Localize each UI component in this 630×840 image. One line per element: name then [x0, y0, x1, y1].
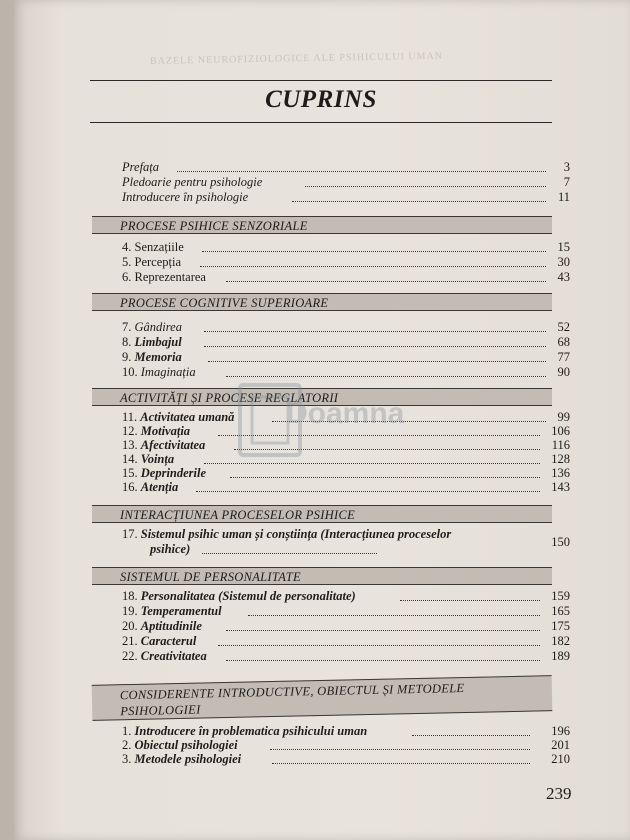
toc-entry	[122, 335, 570, 350]
entry-page: 106	[551, 424, 570, 438]
toc-entry	[122, 175, 570, 190]
entry-label: 13. Afectivitatea	[122, 438, 206, 452]
entry-label: 15. Deprinderile	[122, 466, 207, 480]
entry-page: 15	[557, 240, 570, 254]
leader-dots	[204, 331, 546, 332]
entry-page: 159	[551, 589, 570, 603]
page-title: CUPRINS	[265, 86, 377, 113]
toc-entry	[122, 190, 570, 205]
entry-label: 3. Metodele psihologiei	[122, 752, 242, 766]
toc-entry	[122, 604, 570, 619]
toc-entry	[122, 738, 570, 753]
toc-entry	[122, 320, 570, 335]
toc-entry	[122, 649, 570, 664]
toc-entry	[122, 270, 570, 285]
entry-page: 165	[551, 604, 570, 618]
watermark-text: Doamna	[286, 397, 405, 430]
entry-page: 136	[551, 466, 570, 480]
entry-page: 182	[551, 634, 570, 648]
entry-label: 19. Temperamentul	[122, 604, 222, 618]
entry-page: 3	[563, 160, 570, 174]
entry-label-line2: psihice)	[122, 542, 570, 557]
entry-label: 18. Personalitatea (Sistemul de personalitate)	[122, 589, 356, 603]
leader-dots	[412, 735, 530, 736]
entry-page: 143	[551, 480, 570, 494]
leader-dots	[204, 463, 540, 464]
entry-page: 7	[563, 175, 570, 189]
entry-label: 1. Introducere în problematica psihicului uman	[122, 724, 368, 738]
entry-label: 12. Motivația	[122, 424, 191, 438]
leader-dots	[218, 645, 540, 646]
section-heading: SISTEMUL DE PERSONALITATE	[92, 567, 552, 585]
toc-entry-multiline	[122, 527, 570, 557]
page-number: 239	[546, 784, 572, 803]
toc-entry	[122, 619, 570, 634]
entry-label: Introducere în psihologie	[122, 190, 249, 204]
leader-dots	[208, 361, 546, 362]
entry-label: 10. Imaginația	[122, 365, 196, 379]
toc-entry	[122, 466, 570, 481]
leader-dots	[226, 630, 540, 631]
entry-page: 52	[557, 320, 570, 334]
section-heading: ACTIVITĂȚI ȘI PROCESE REGLATORII	[92, 388, 552, 406]
bleed-through-text: BAZELE NEUROFIZIOLOGICE ALE PSIHICULUI UMAN	[149, 50, 444, 67]
entry-page: 30	[557, 255, 570, 269]
toc-entry	[122, 634, 570, 649]
entry-label: 8. Limbajul	[122, 335, 182, 349]
toc-entry	[122, 724, 570, 739]
toc-entry	[122, 589, 570, 604]
toc-entry	[122, 160, 570, 175]
section-heading: INTERACȚIUNEA PROCESELOR PSIHICE	[92, 505, 552, 523]
toc-entry	[122, 350, 570, 365]
leader-dots	[226, 376, 546, 377]
entry-page: 77	[557, 350, 570, 364]
leader-dots	[270, 749, 530, 750]
entry-page: 68	[557, 335, 570, 349]
leader-dots	[248, 615, 540, 616]
leader-dots	[230, 477, 540, 478]
leader-dots	[202, 553, 377, 554]
entry-page: 196	[551, 724, 570, 738]
section-heading: PROCESE COGNITIVE SUPERIOARE	[92, 293, 552, 311]
entry-page: 189	[551, 649, 570, 663]
entry-page: 128	[551, 452, 570, 466]
entry-label: 9. Memoria	[122, 350, 182, 364]
leader-dots	[200, 266, 546, 267]
entry-page: 99	[557, 410, 570, 424]
entry-label: Pledoarie pentru psihologie	[122, 175, 263, 189]
leader-dots	[196, 491, 540, 492]
section-heading-line1: CONSIDERENTE INTRODUCTIVE, OBIECTUL ȘI METODELE	[119, 681, 465, 703]
entry-label: 2. Obiectul psihologiei	[122, 738, 238, 752]
entry-page: 201	[551, 738, 570, 752]
toc-entry	[122, 480, 570, 495]
leader-dots	[226, 660, 540, 661]
leader-dots	[202, 251, 546, 252]
entry-label: 7. Gândirea	[122, 320, 182, 334]
entry-page: 175	[551, 619, 570, 633]
leader-dots	[204, 346, 546, 347]
entry-page: 116	[551, 438, 570, 452]
leader-dots	[305, 186, 546, 187]
entry-label: 20. Aptitudinile	[122, 619, 202, 633]
leader-dots	[400, 600, 540, 601]
entry-label: 5. Percepția	[122, 255, 182, 269]
entry-label: 4. Senzațiile	[122, 240, 184, 254]
entry-page: 210	[551, 752, 570, 766]
title-rule-top	[90, 80, 552, 81]
entry-label: 6. Reprezentarea	[122, 270, 206, 284]
entry-label: 14. Voința	[122, 452, 175, 466]
leader-dots	[272, 763, 530, 764]
toc-entry	[122, 752, 570, 767]
toc-entry	[122, 365, 570, 380]
entry-label: Prefața	[122, 160, 160, 174]
section-heading-line2: PSIHOLOGIEI	[120, 702, 201, 719]
watermark-logo	[238, 383, 405, 457]
entry-label: 16. Atenția	[122, 480, 179, 494]
leader-dots	[292, 201, 546, 202]
title-rule-bottom	[90, 122, 552, 123]
entry-page: 43	[557, 270, 570, 284]
leader-dots	[226, 281, 546, 282]
entry-label: 22. Creativitatea	[122, 649, 207, 663]
entry-page: 90	[557, 365, 570, 379]
leader-dots	[177, 171, 546, 172]
toc-entry	[122, 255, 570, 270]
entry-page: 150	[551, 535, 570, 549]
entry-page: 11	[557, 190, 570, 204]
section-heading: PROCESE PSIHICE SENZORIALE	[92, 216, 552, 234]
entry-label-line1: 17. Sistemul psihic uman și conștiința (Interacțiunea proceselor	[122, 527, 452, 541]
toc-entry	[122, 240, 570, 255]
entry-label: 11. Activitatea umană	[122, 410, 235, 424]
entry-label: 21. Caracterul	[122, 634, 197, 648]
